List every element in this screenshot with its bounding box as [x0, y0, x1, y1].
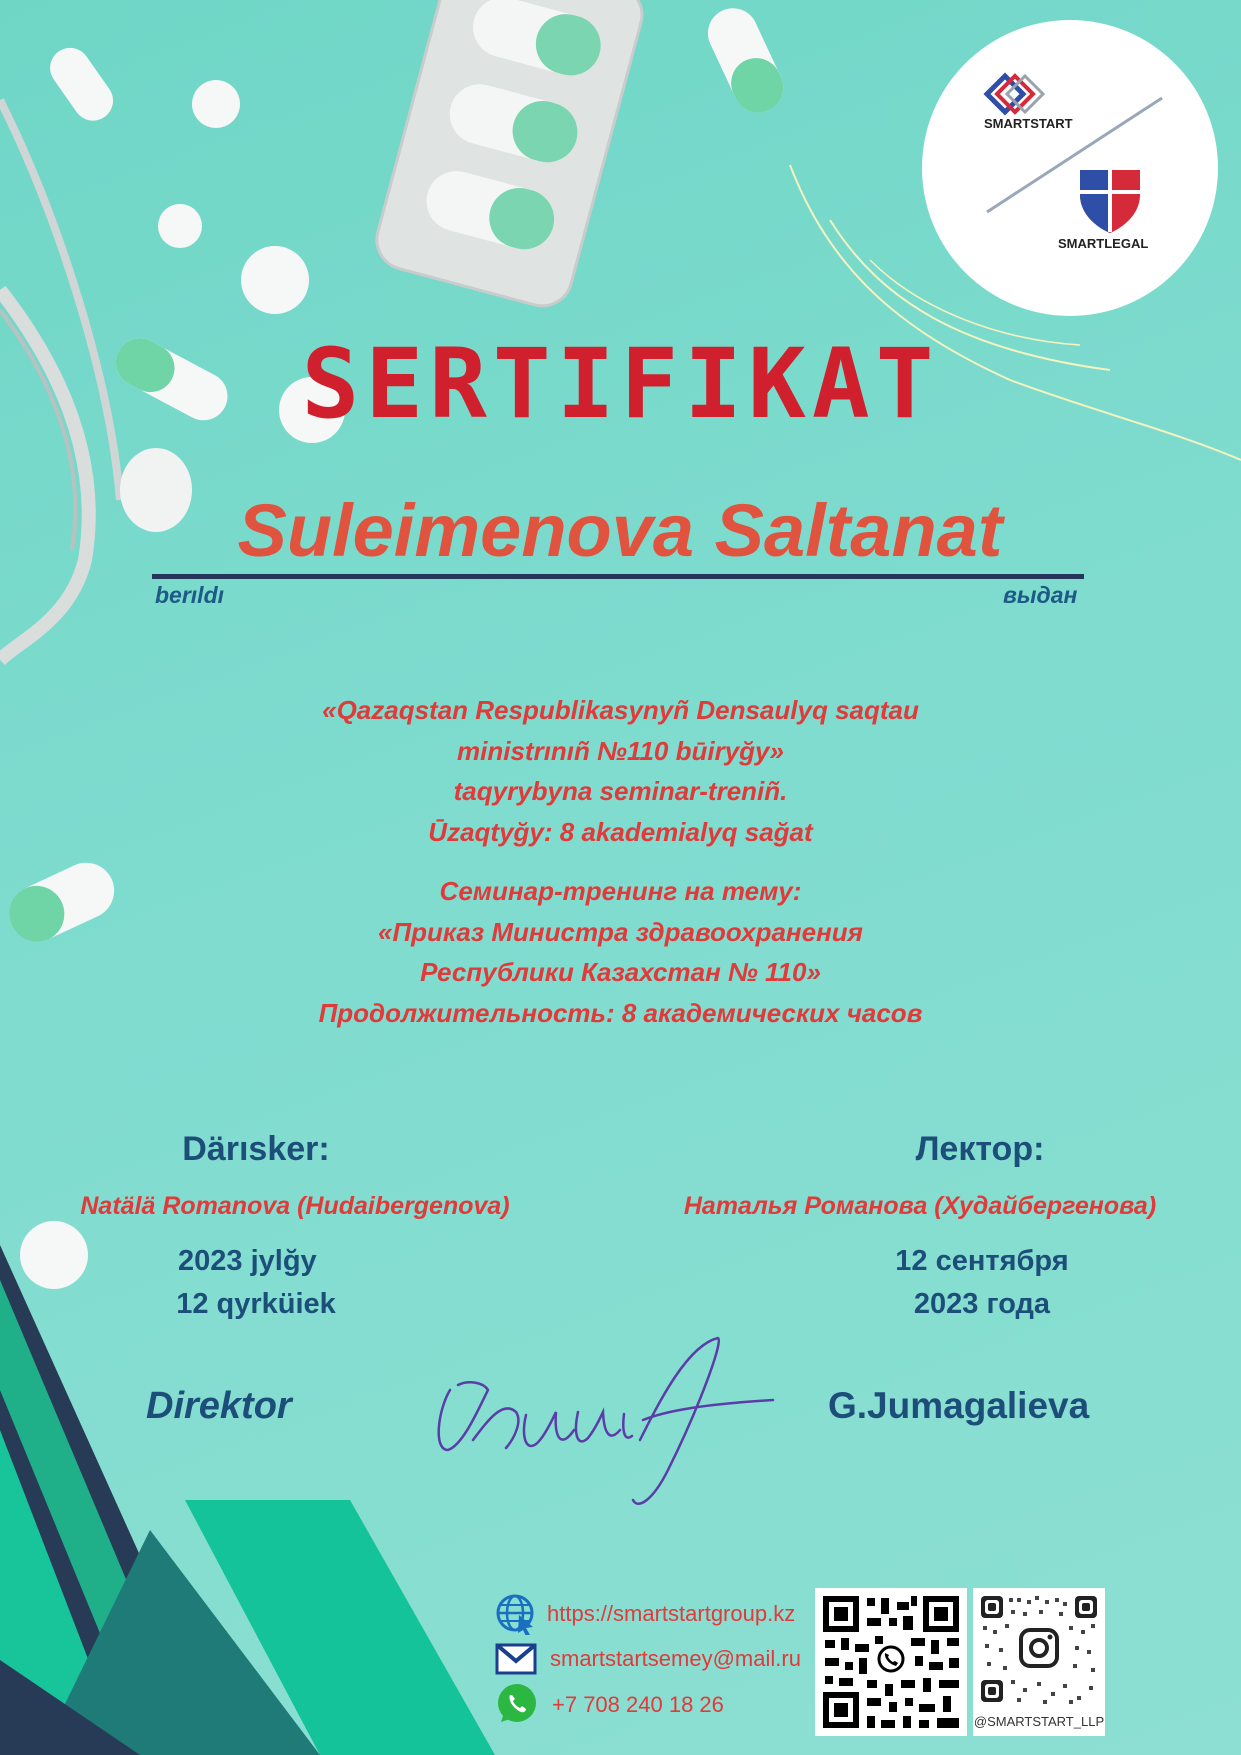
- date-kz: [56, 1240, 456, 1326]
- whatsapp-qr-code[interactable]: [815, 1588, 967, 1736]
- description-line: Ūzaqtyğy: 8 akademialyq sağat: [428, 816, 813, 847]
- website-link[interactable]: https://smartstartgroup.kz: [547, 1601, 796, 1626]
- description-line: Продолжительность: 8 академических часов: [318, 997, 923, 1028]
- capsule: [42, 40, 121, 128]
- date-line: 12 сентября: [895, 1245, 1069, 1277]
- instagram-qr-code[interactable]: [973, 1588, 1105, 1736]
- description-line: «Qazaqstan Respublikasynyñ Densaulyq saqtau: [322, 695, 919, 725]
- description-ru: [0, 871, 1241, 1033]
- signature: [428, 1330, 778, 1520]
- date-line: 2023 года: [913, 1288, 1051, 1320]
- lecturer-label-ru: Лектор:: [915, 1130, 1045, 1168]
- description-kz: [0, 690, 1241, 852]
- description-line: Семинар-тренинг на тему:: [439, 876, 802, 906]
- lecturer-name-ru: Наталья Романова (Худайбергенова): [683, 1192, 1157, 1220]
- smartlegal-logo-text: SMARTLEGAL: [1058, 236, 1149, 251]
- capsule: [700, 0, 792, 121]
- date-line: 12 qyrküiek: [176, 1288, 336, 1320]
- description-line: «Приказ Министра здравоохранения: [377, 916, 863, 947]
- recipient-name: Suleimenova Saltanat: [237, 489, 1003, 572]
- smartstart-logo-text: SMARTSTART: [984, 116, 1073, 131]
- logo-badge: [922, 20, 1218, 316]
- issued-label-ru: выдан: [1003, 582, 1078, 608]
- instagram-handle: @SMARTSTART_LLP: [973, 1714, 1105, 1729]
- stethoscope-tube: [0, 100, 120, 500]
- email-link[interactable]: smartstartsemey@mail.ru: [550, 1646, 801, 1671]
- issued-label-kz: berıldı: [155, 582, 225, 608]
- smartlegal-shield-icon: [1080, 170, 1140, 233]
- mail-icon: [495, 1642, 537, 1676]
- globe-icon: [495, 1593, 537, 1635]
- date-line: 2023 jylğy: [178, 1245, 317, 1277]
- smartstart-logo-icon: [987, 76, 1043, 112]
- tablet: [158, 204, 202, 248]
- blister-pack: [370, 0, 649, 313]
- description-line: ministrınıñ №110 būiryğy»: [457, 735, 784, 766]
- date-ru: [782, 1240, 1182, 1326]
- lecturer-label-kz: Därısker:: [182, 1130, 330, 1168]
- qr-code-pattern: [973, 1588, 1105, 1710]
- certificate-title: SERTIFIKAT: [301, 328, 940, 440]
- tablet: [241, 246, 309, 314]
- qr-code-pattern: [815, 1588, 967, 1736]
- name-underline: [152, 574, 1084, 579]
- lecturer-name-kz: Natälä Romanova (Hudaibergenova): [80, 1192, 510, 1220]
- description-line: taqyrybyna seminar-treniñ.: [453, 776, 788, 806]
- director-label: Direktor: [146, 1385, 292, 1427]
- director-name: G.Jumagalieva: [828, 1385, 1090, 1426]
- phone-number[interactable]: +7 708 240 18 26: [552, 1692, 724, 1717]
- whatsapp-icon: [495, 1682, 539, 1726]
- tablet: [192, 80, 240, 128]
- description-line: Республики Казахстан № 110»: [420, 957, 821, 987]
- instagram-icon: [1021, 1630, 1057, 1666]
